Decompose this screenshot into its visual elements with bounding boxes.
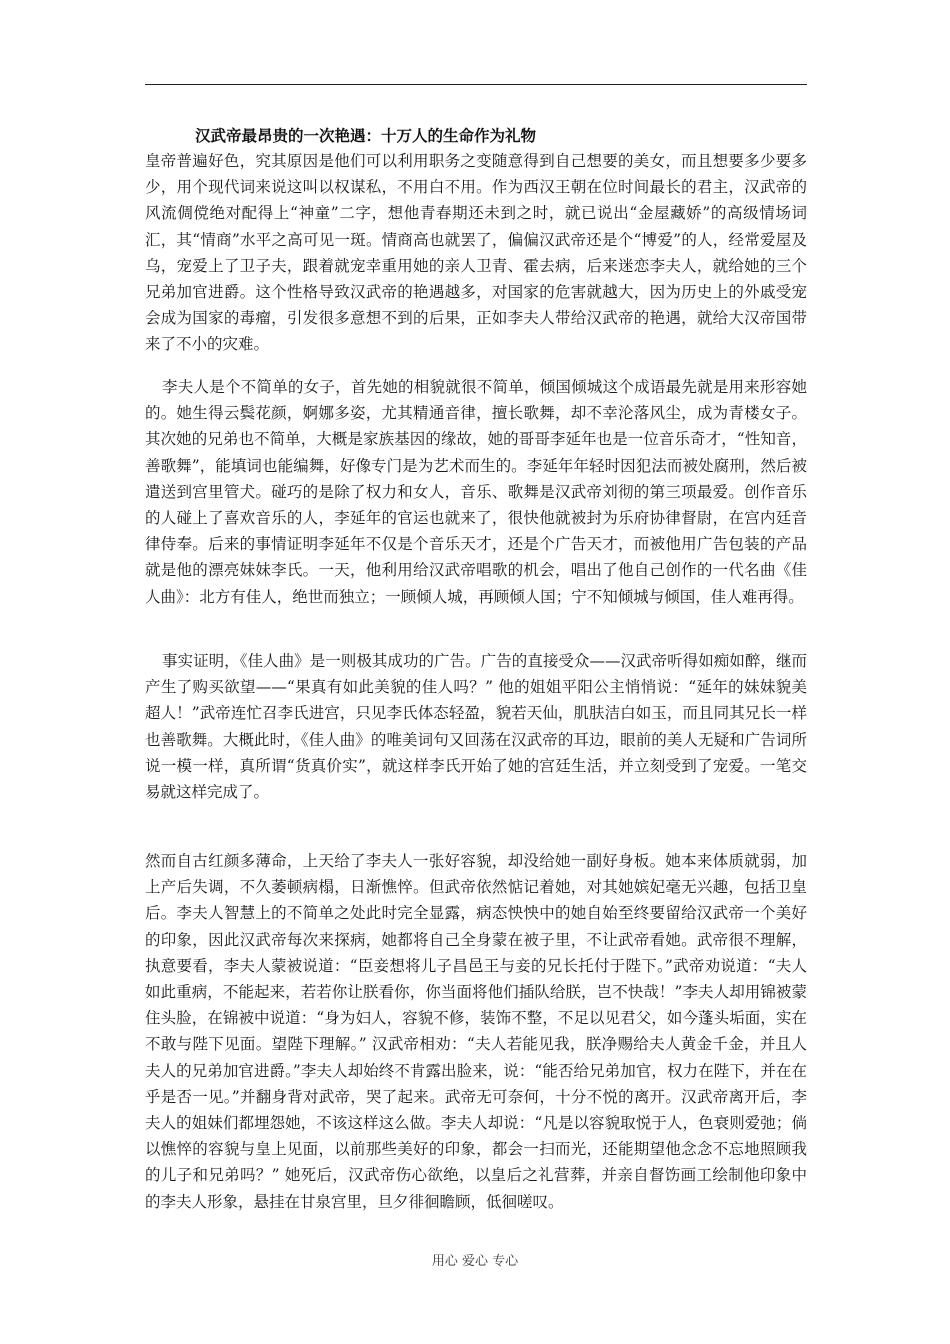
article-title: 汉武帝最昂贵的一次艳遇：十万人的生命作为礼物 xyxy=(195,127,537,145)
paragraph-2: 李夫人是个不简单的女子，首先她的相貌就很不简单，倾国倾城这个成语最先就是用来形容她的。她生得云鬓花颜，婀娜多姿，尤其精通音律，擅长歌舞，却不幸沦落风尘，成为青楼女子。其次她的兄弟也不简单，大概是家族基因的缘故，她的哥哥李延年也是一位音乐奇才，“性知音，善歌舞”，能填词也能编舞，好像专门是为艺术而生的。李延年年轻时因犯法而被处腐刑，然后被遣送到宫里管犬。碰巧的是除了权力和女人，音乐、歌舞是汉武帝刘彻的第三项最爱。创作音乐的人碰上了喜欢音乐的人，李延年的官运也就来了，很快他就被封为乐府协律督尉，在宫内廷音律侍奉。后来的事情证明李延年不仅是个音乐天才，还是个广告天才，而被他用广告包装的产品就是他的漂亮妹妹李氏。一天，他利用给汉武帝唱歌的机会，唱出了他自己创作的一代名曲《佳人曲》：北方有佳人，绝世而独立；一顾倾人城，再顾倾人国；宁不知倾城与倾国，佳人难再得。 xyxy=(145,378,807,606)
paragraph-3: 事实证明，《佳人曲》是一则极其成功的广告。广告的直接受众——汉武帝听得如痴如醉，继而产生了购买欲望——“果真有如此美貌的佳人吗？” 他的姐姐平阳公主悄悄说：“延年的妹妹貌美超人！”武帝连忙召李氏进宫，只见李氏体态轻盈，貌若天仙，肌肤洁白如玉，而且同其兄长一样也善歌舞。大概此时，《佳人曲》的唯美词句又回荡在汉武帝的耳边，眼前的美人无疑和广告词所说一模一样，真所谓“货真价实”，就这样李氏开始了她的宫廷生活，并立刻受到了宠爱。一笔交易就这样完成了。 xyxy=(145,652,807,802)
header-rule xyxy=(145,84,807,85)
paragraph-4: 然而自古红颜多薄命，上天给了李夫人一张好容貌，却没给她一副好身板。她本来体质就弱，加上产后失调，不久萎顿病榻，日渐憔悴。但武帝依然惦记着她，对其她嫔妃毫无兴趣，包括卫皇后。李夫人智慧上的不简单之处此时完全显露，病态怏怏中的她自始至终要留给汉武帝一个美好的印象，因此汉武帝每次来探病，她都将自己全身蒙在被子里，不让武帝看她。武帝很不理解，执意要看，李夫人蒙被说道：“臣妾想将儿子昌邑王与妾的兄长托付于陛下。”武帝劝说道：“夫人如此重病，不能起来，若若你让朕看你，你当面将他们插队给朕，岂不快哉！”李夫人却用锦被蒙住头脸，在锦被中说道：“身为妇人，容貌不修，装饰不整，不足以见君父，如今蓬头垢面，实在不敢与陛下见面。望陛下理解。” 汉武帝相劝：“夫人若能见我，朕净赐给夫人黄金千金，并且人夫人的兄弟加官进爵。”李夫人却始终不肯露出脸来，说：“能否给兄弟加官，权力在陛下，并在在乎是否一见。”并翻身背对武帝，哭了起来。武帝无可奈何，十分不悦的离开。汉武帝离开后，李夫人的姐妹们都埋怨她，不该这样这么做。李夫人却说：“凡是以容貌取悦于人，色衰则爱弛；倘以憔悴的容貌与皇上见面，以前那些美好的印象，都会一扫而光，还能期望他念念不忘地照顾我的儿子和兄弟吗？” 她死后，汉武帝伤心欲绝，以皇后之礼营葬，并亲自督饬画工绘制他印象中的李夫人形象，悬挂在甘泉宫里，旦夕徘徊瞻顾，低徊嗟叹。 xyxy=(145,852,807,1211)
paragraph-1: 皇帝普遍好色，究其原因是他们可以利用职务之变随意得到自己想要的美女，而且想要多少要多少，用个现代词来说这叫以权谋私，不用白不用。作为西汉王朝在位时间最长的君主，汉武帝的风流倜傥绝对配得上“神童”二字，想他青春期还未到之时，就已说出“金屋藏娇”的高级情场词汇，其“情商”水平之高可见一斑。情商高也就罢了，偏偏汉武帝还是个“博爱”的人，经常爱屋及乌，宠爱上了卫子夫，跟着就宠幸重用她的亲人卫青、霍去病，后来迷恋李夫人，就给她的三个兄弟加官进爵。这个性格导致汉武帝的艳遇越多，对国家的危害就越大，因为历史上的外戚受宠会成为国家的毒瘤，引发很多意想不到的后果，正如李夫人带给汉武帝的艳遇，就给大汉帝国带来了不小的灾难。 xyxy=(145,152,807,354)
page-footer: 用心 爱心 专心 xyxy=(431,1254,519,1269)
